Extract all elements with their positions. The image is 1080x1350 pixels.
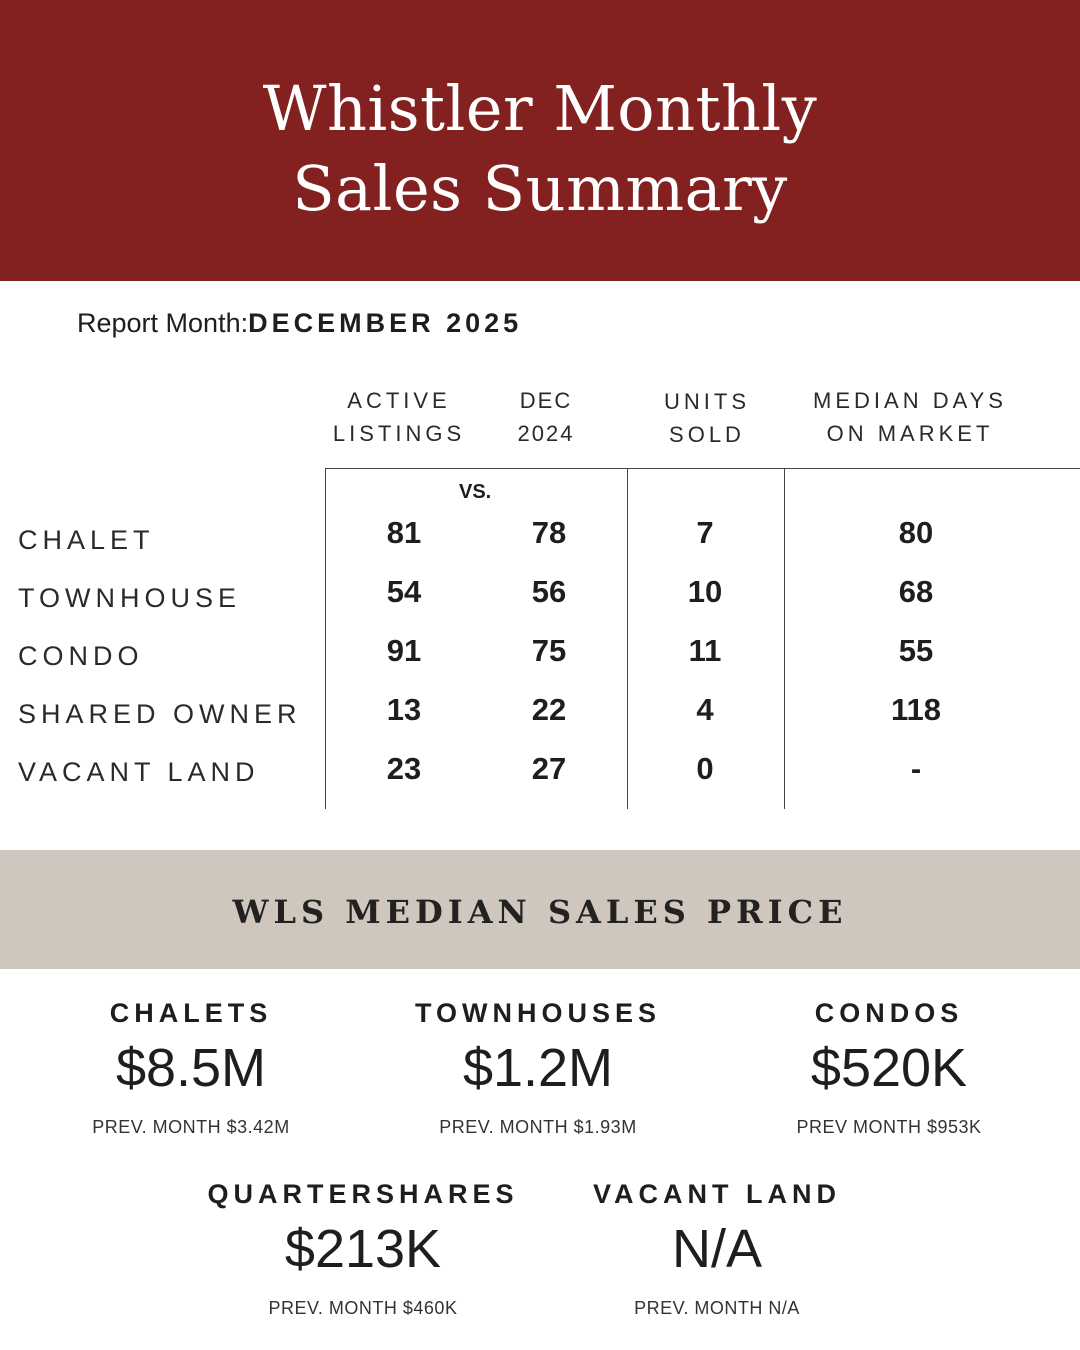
column-header-line: LISTINGS (332, 421, 466, 446)
price-category: VACANT LAND (593, 1179, 841, 1209)
column-header-line: ACTIVE (347, 388, 451, 413)
cell-days: 118 (890, 692, 941, 727)
column-header-line: SOLD (669, 422, 745, 447)
price-card-quartershares (193, 1179, 533, 1319)
report-month-label: Report Month: (77, 308, 249, 338)
cell-sold: 7 (696, 515, 714, 550)
price-category: TOWNHOUSES (414, 998, 661, 1028)
column-header-dec-2024 (494, 384, 598, 450)
cell-sold: 4 (696, 692, 714, 727)
row-label: CONDO (18, 641, 144, 671)
row-label: VACANT LAND (18, 757, 260, 787)
page-title-line-1: Whistler Monthly (262, 72, 818, 145)
column-header-median-days (800, 384, 1020, 450)
column-header-line: ON MARKET (826, 421, 994, 446)
column-header-line: DEC (519, 388, 573, 413)
price-category: CONDOS (814, 998, 964, 1028)
cell-active: 91 (386, 633, 422, 668)
price-card-condos (719, 998, 1059, 1138)
cell-sold: 0 (696, 751, 714, 786)
row-label: SHARED OWNER (18, 699, 302, 729)
price-card-chalets (21, 998, 361, 1138)
cell-dec-2024: 78 (531, 515, 567, 550)
cell-dec-2024: 75 (531, 633, 567, 668)
header-banner (0, 0, 1080, 281)
price-previous: PREV MONTH $953K (796, 1117, 982, 1137)
price-previous: PREV. MONTH N/A (634, 1298, 800, 1318)
cell-active: 54 (386, 574, 422, 609)
table-top-rule (325, 468, 1080, 469)
price-previous: PREV. MONTH $1.93M (439, 1117, 637, 1137)
column-header-line: 2024 (517, 421, 575, 446)
price-previous: PREV. MONTH $3.42M (92, 1117, 290, 1137)
table-divider (784, 469, 785, 809)
report-month (77, 308, 522, 339)
vs-label: VS. (459, 481, 492, 503)
report-month-value: DECEMBER 2025 (248, 308, 523, 338)
cell-sold: 10 (687, 574, 723, 609)
row-label: CHALET (18, 525, 155, 555)
cell-days: 80 (898, 515, 934, 550)
price-amount: $213K (284, 1219, 442, 1279)
column-header-line: MEDIAN DAYS (813, 388, 1007, 413)
price-card-townhouses (368, 998, 708, 1138)
page-title-line-2: Sales Summary (292, 152, 788, 225)
price-amount: $520K (810, 1038, 968, 1098)
cell-dec-2024: 56 (531, 574, 567, 609)
cell-sold: 11 (688, 633, 722, 668)
column-header-active-listings (318, 384, 480, 450)
cell-dec-2024: 22 (531, 692, 567, 727)
price-previous: PREV. MONTH $460K (268, 1298, 458, 1318)
table-divider (325, 469, 326, 809)
price-card-vacant-land (547, 1179, 887, 1319)
cell-active: 23 (386, 751, 422, 786)
cell-days: 55 (898, 633, 934, 668)
cell-active: 13 (386, 692, 422, 727)
cell-days: - (910, 751, 922, 786)
table-divider (627, 469, 628, 809)
price-amount: $8.5M (115, 1038, 267, 1098)
column-header-units-sold (640, 385, 774, 451)
price-category: CHALETS (109, 998, 273, 1028)
cell-dec-2024: 27 (531, 751, 567, 786)
column-header-line: UNITS (664, 389, 750, 414)
cell-days: 68 (898, 574, 934, 609)
price-amount: N/A (671, 1219, 763, 1279)
median-section-title: WLS MEDIAN SALES PRICE (232, 893, 848, 931)
row-label: TOWNHOUSE (18, 583, 242, 613)
price-amount: $1.2M (462, 1038, 614, 1098)
price-category: QUARTERSHARES (207, 1179, 519, 1209)
cell-active: 81 (386, 515, 422, 550)
